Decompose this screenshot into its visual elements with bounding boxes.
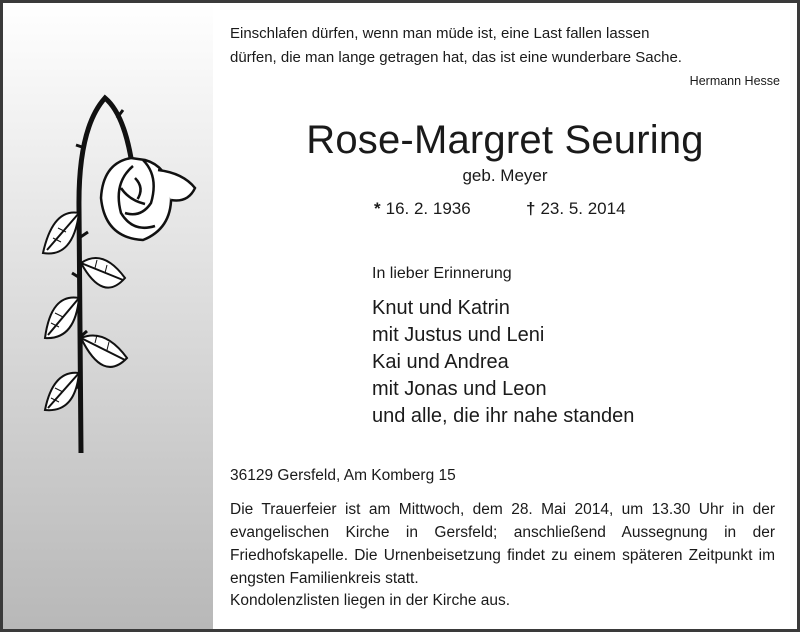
wilted-rose-icon	[33, 88, 203, 458]
mourner-line: mit Jonas und Leon	[372, 378, 547, 400]
mourner-line: Kai und Andrea	[372, 351, 509, 373]
mourners-list	[372, 295, 634, 430]
birth-date-value: 16. 2. 1936	[385, 199, 471, 218]
remembrance-label: In lieber Erinnerung	[372, 265, 512, 282]
mourner-line: und alle, die ihr nahe standen	[372, 405, 635, 427]
quote-author: Hermann Hesse	[689, 74, 780, 88]
death-date-value: 23. 5. 2014	[540, 199, 626, 218]
death-date	[526, 199, 626, 219]
deceased-name: Rose-Margret Seuring	[306, 118, 704, 162]
decorative-side-panel	[3, 3, 213, 629]
condolence-note: Kondolenzlisten liegen in der Kirche aus.	[230, 592, 511, 609]
death-cross-icon: †	[526, 199, 536, 218]
obituary-content	[230, 3, 780, 629]
birth-star-icon: *	[374, 199, 381, 218]
mourner-line: Knut und Katrin	[372, 297, 510, 319]
mourner-line: mit Justus und Leni	[372, 324, 545, 346]
epigraph-quote	[230, 22, 775, 70]
quote-line-1: Einschlafen dürfen, wenn man müde ist, eine Last fallen lassen	[230, 25, 650, 42]
maiden-name: geb. Meyer	[462, 166, 548, 185]
quote-line-2: dürfen, die man lange getragen hat, das ist eine wunderbare Sache.	[230, 49, 682, 66]
birth-date	[374, 199, 471, 219]
family-address: 36129 Gersfeld, Am Komberg 15	[230, 467, 456, 484]
ceremony-details: Die Trauerfeier ist am Mittwoch, dem 28. Mai 2014, um 13.30 Uhr in der evangelischen Kirche in Gersfeld; anschließend Aussegnung in der Friedhofskapelle. Die Urnenbeisetzung findet zu einem späteren Zeitpunkt im engsten Familienkreis statt.	[230, 501, 775, 587]
